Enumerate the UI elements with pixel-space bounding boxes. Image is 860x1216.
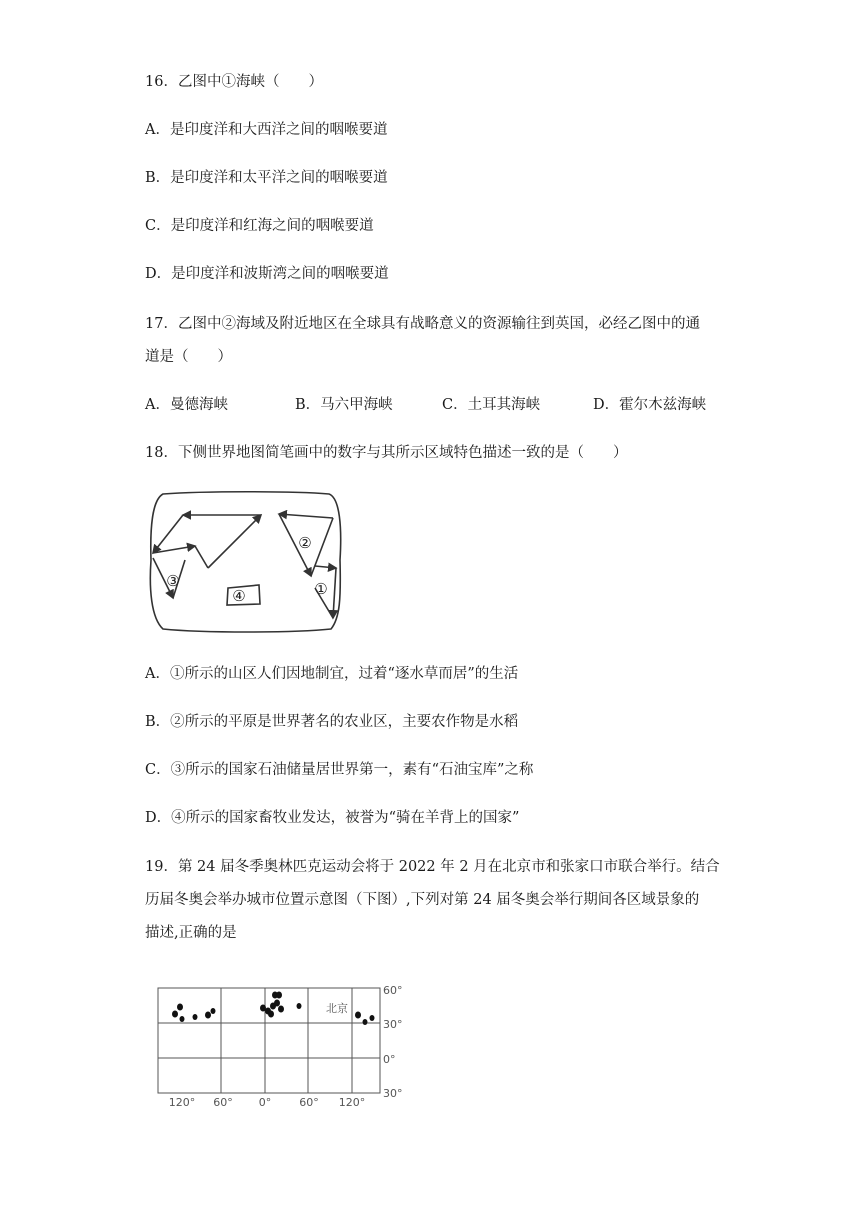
q17-option-b: B．马六甲海峡 bbox=[295, 397, 393, 413]
sketch-label-1: ① bbox=[314, 580, 328, 598]
lon-label-60e: 60° bbox=[299, 1096, 319, 1109]
q19-stem-line1: 19．第 24 届冬季奥林匹克运动会将于 2022 年 2 月在北京市和张家口市联合举行。结合 bbox=[145, 859, 720, 875]
q17-stem-line1: 17．乙图中②海域及附近地区在全球具有战略意义的资源输往到英国，必经乙图中的通 bbox=[145, 316, 700, 332]
lat-label-0: 0° bbox=[383, 1053, 396, 1066]
q17-options bbox=[145, 395, 745, 415]
lat-label-30s: 30° bbox=[383, 1087, 403, 1100]
winter-olympics-city-map bbox=[155, 978, 405, 1110]
sketch-label-4: ④ bbox=[232, 587, 246, 605]
q18-option-c: C．③所示的国家石油储量居世界第一，素有“石油宝库”之称 bbox=[145, 762, 534, 778]
q16-option-d: D．是印度洋和波斯湾之间的咽喉要道 bbox=[145, 266, 389, 282]
q18-stem: 18．下侧世界地图简笔画中的数字与其所示区域特色描述一致的是（ ） bbox=[145, 445, 628, 461]
q17-stem-line2: 道是（ ） bbox=[145, 349, 232, 365]
lon-label-120e: 120° bbox=[338, 1096, 366, 1109]
q17-option-a: A．曼德海峡 bbox=[145, 397, 228, 413]
q16-stem: 16．乙图中①海峡（ ） bbox=[145, 74, 323, 90]
q17-option-c: C．土耳其海峡 bbox=[442, 397, 541, 413]
lon-label-60w: 60° bbox=[213, 1096, 233, 1109]
lon-label-120w: 120° bbox=[168, 1096, 196, 1109]
q19-stem-line2: 历届冬奥会举办城市位置示意图（下图）,下列对第 24 届冬奥会举行期间各区域景象的 bbox=[145, 892, 700, 908]
lat-label-30n: 30° bbox=[383, 1018, 403, 1031]
q18-option-b: B．②所示的平原是世界著名的农业区，主要农作物是水稻 bbox=[145, 714, 519, 730]
beijing-label: 北京 bbox=[326, 1002, 348, 1015]
q17-option-d: D．霍尔木兹海峡 bbox=[593, 397, 707, 413]
q16-option-c: C．是印度洋和红海之间的咽喉要道 bbox=[145, 218, 374, 234]
q19-stem-line3: 描述,正确的是 bbox=[145, 925, 237, 941]
sketch-label-3: ③ bbox=[166, 572, 180, 590]
world-sketch-map bbox=[143, 488, 348, 636]
q16-option-b: B．是印度洋和太平洋之间的咽喉要道 bbox=[145, 170, 388, 186]
q18-option-d: D．④所示的国家畜牧业发达，被誉为“骑在羊背上的国家” bbox=[145, 810, 520, 826]
sketch-label-2: ② bbox=[298, 534, 312, 552]
lat-label-60n: 60° bbox=[383, 984, 403, 997]
q18-option-a: A．①所示的山区人们因地制宜，过着“逐水草而居”的生活 bbox=[145, 666, 519, 682]
lon-label-0: 0° bbox=[258, 1096, 272, 1109]
q16-option-a: A．是印度洋和大西洋之间的咽喉要道 bbox=[145, 122, 388, 138]
